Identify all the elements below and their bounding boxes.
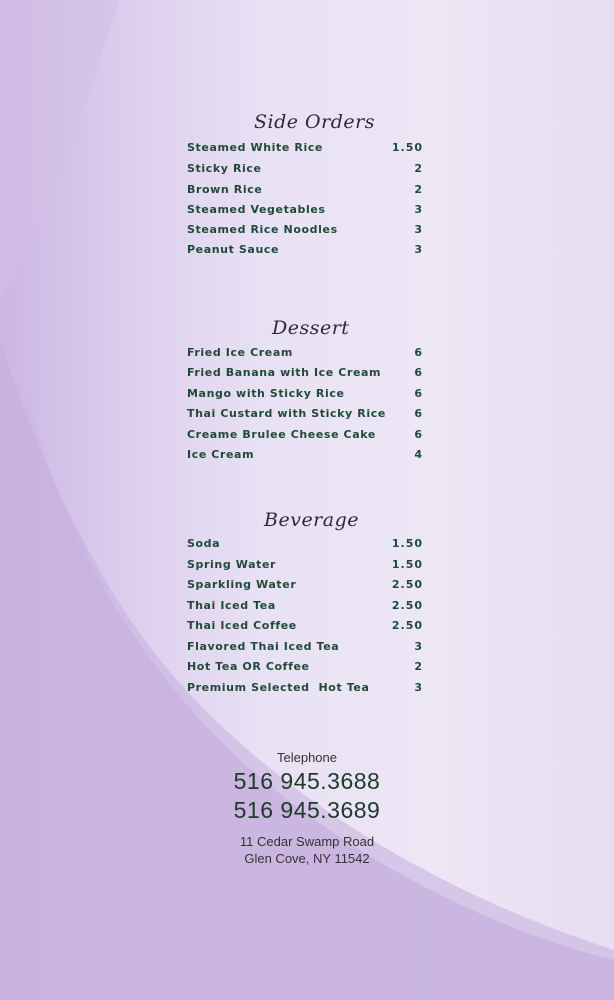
menu-item-price: 2.50 xyxy=(391,578,423,591)
menu-item-price: 3 xyxy=(414,203,423,216)
menu-item-price: 6 xyxy=(414,366,423,379)
menu-item-price: 2.50 xyxy=(391,619,423,632)
menu-item-price: 6 xyxy=(414,428,423,441)
menu-item-name: Peanut Sauce xyxy=(187,243,280,256)
phone-number-primary: 516 945.3688 xyxy=(233,768,381,794)
side-orders-heading: Side Orders xyxy=(254,111,375,133)
menu-item-name: Steamed Rice Noodles xyxy=(187,223,338,236)
menu-item-price: 3 xyxy=(414,640,423,653)
menu-item-price: 2 xyxy=(414,660,423,673)
menu-item-price: 3 xyxy=(414,243,423,256)
menu-item-name: Premium Selected Hot Tea xyxy=(187,681,370,694)
menu-item-name: Creame Brulee Cheese Cake xyxy=(187,428,376,441)
menu-item-name: Steamed Vegetables xyxy=(187,203,326,216)
menu-item-price: 1.50 xyxy=(391,558,423,571)
menu-item-price: 3 xyxy=(414,223,423,236)
menu-item-name: Sparkling Water xyxy=(187,578,297,591)
address-city: Glen Cove, NY 11542 xyxy=(244,851,370,866)
menu-item-price: 6 xyxy=(414,407,423,420)
dessert-heading: Dessert xyxy=(272,317,350,339)
menu-item-name: Mango with Sticky Rice xyxy=(187,387,345,400)
menu-item-price: 2.50 xyxy=(391,599,423,612)
menu-item-price: 6 xyxy=(414,387,423,400)
menu-item-name: Ice Cream xyxy=(187,448,255,461)
menu-item-name: Hot Tea OR Coffee xyxy=(187,660,310,673)
menu-item-price: 3 xyxy=(414,681,423,694)
menu-item-name: Fried Banana with Ice Cream xyxy=(187,366,382,379)
menu-item-name: Thai Custard with Sticky Rice xyxy=(187,407,386,420)
telephone-label: Telephone xyxy=(277,750,337,765)
menu-item-name: Fried Ice Cream xyxy=(187,346,293,359)
beverage-heading: Beverage xyxy=(264,509,360,531)
menu-item-price: 1.50 xyxy=(391,141,423,154)
menu-item-name: Flavored Thai Iced Tea xyxy=(187,640,340,653)
menu-item-name: Brown Rice xyxy=(187,183,263,196)
menu-item-price: 4 xyxy=(414,448,423,461)
menu-item-name: Sticky Rice xyxy=(187,162,262,175)
phone-number-secondary: 516 945.3689 xyxy=(233,797,381,823)
menu-item-name: Thai Iced Tea xyxy=(187,599,276,612)
address-street: 11 Cedar Swamp Road xyxy=(239,834,375,849)
menu-item-name: Spring Water xyxy=(187,558,277,571)
menu-item-name: Thai Iced Coffee xyxy=(187,619,297,632)
menu-item-price: 6 xyxy=(414,346,423,359)
menu-item-price: 1.50 xyxy=(391,537,423,550)
menu-item-price: 2 xyxy=(414,183,423,196)
menu-item-price: 2 xyxy=(414,162,423,175)
menu-item-name: Steamed White Rice xyxy=(187,141,323,154)
menu-item-name: Soda xyxy=(187,537,221,550)
